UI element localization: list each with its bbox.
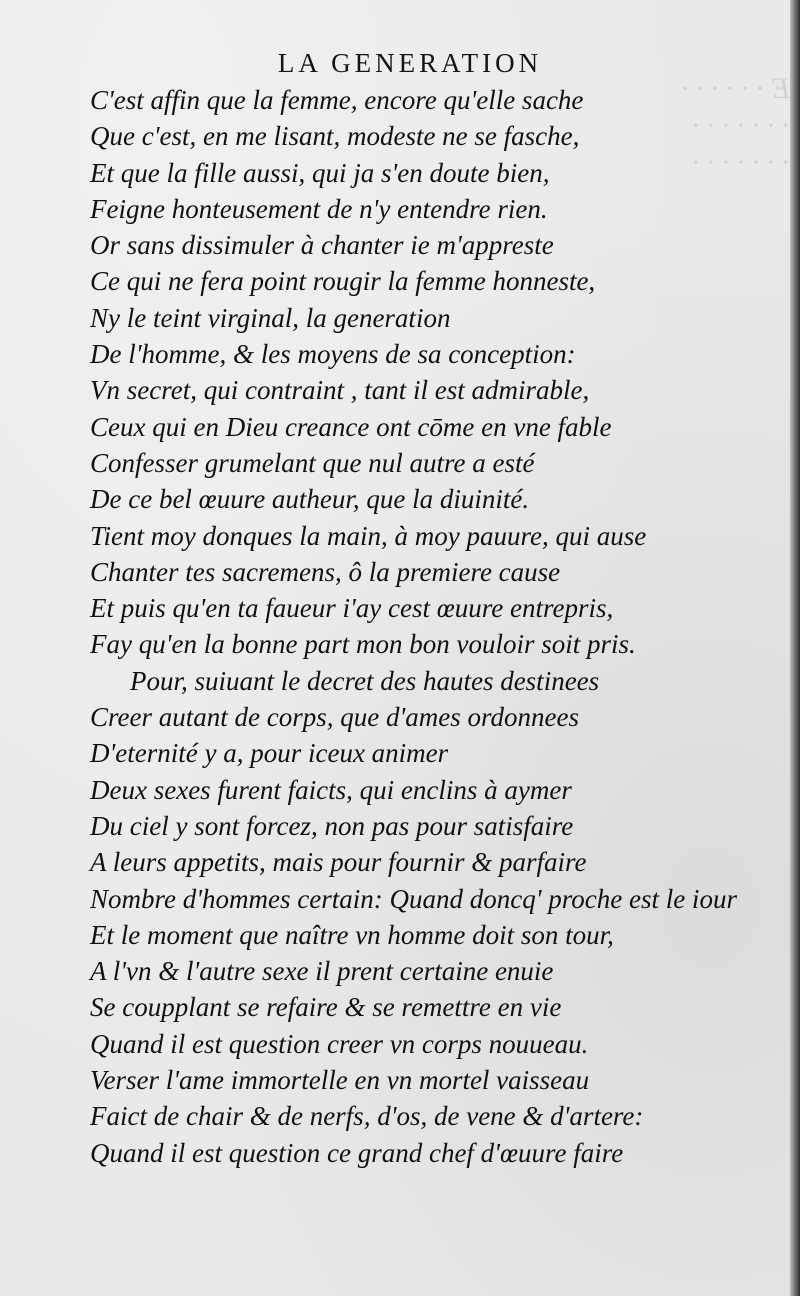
verse-line: Chanter tes sacremens, ô la premiere cause <box>90 556 561 587</box>
verse-line: Vn secret, qui contraint , tant il est admirable, <box>90 375 590 406</box>
verse-line: Et le moment que naître vn homme doit son tour, <box>90 919 614 950</box>
verse-line: Deux sexes furent faicts, qui enclins à aymer <box>90 774 572 805</box>
show-through-text: E · · · · · · · · · · · · · · · · · · · · <box>681 72 790 179</box>
verse-line: Quand il est question creer vn corps nouueau. <box>90 1028 589 1059</box>
verse-line: Ceux qui en Dieu creance ont cōme en vne fable <box>90 411 612 442</box>
verse-line: Ce qui ne fera point rougir la femme honneste, <box>90 266 596 297</box>
running-title: LA GENERATION <box>277 48 543 78</box>
verse-line: Et que la fille aussi, qui ja s'en doute bien, <box>90 157 550 188</box>
verse-line: Du ciel y sont forcez, non pas pour satisfaire <box>90 810 574 841</box>
verse-line: D'eternité y a, pour iceux animer <box>90 738 449 769</box>
verse-line: Creer autant de corps, que d'ames ordonnees <box>90 702 579 733</box>
verse-line: A l'vn & l'autre sexe il prent certaine enuie <box>90 956 554 987</box>
verse-block <box>90 82 750 1171</box>
verse-line: Pour, suiuant le decret des hautes destinees <box>130 665 600 696</box>
verse-line: Quand il est question ce grand chef d'œuure faire <box>90 1137 624 1168</box>
verse-line: C'est affin que la femme, encore qu'elle sache <box>90 85 584 115</box>
verse-line: De l'homme, & les moyens de sa conception: <box>90 339 576 370</box>
page-edge-shadow <box>790 0 800 1296</box>
verse-line: Faict de chair & de nerfs, d'os, de vene & d'artere: <box>90 1101 644 1132</box>
verse-line: Tient moy donques la main, à moy pauure, qui ause <box>90 520 647 551</box>
verse-line: Feigne honteusement de n'y entendre rien. <box>90 193 548 224</box>
verse-line: Confesser grumelant que nul autre a esté <box>90 447 535 478</box>
verse-line: De ce bel œuure autheur, que la diuinité. <box>90 484 530 515</box>
verse-line: A leurs appetits, mais pour fournir & parfaire <box>90 847 587 878</box>
verse-line: Verser l'ame immortelle en vn mortel vaisseau <box>90 1065 590 1096</box>
verse-line: Nombre d'hommes certain: Quand doncq' proche est le iour <box>90 883 737 914</box>
verse-line: Se coupplant se refaire & se remettre en vie <box>90 992 562 1023</box>
verse-line: Fay qu'en la bonne part mon bon vouloir soit pris. <box>90 629 636 660</box>
verse-line: Et puis qu'en ta faueur i'ay cest œuure entrepris, <box>90 593 614 624</box>
verse-line: Que c'est, en me lisant, modeste ne se fasche, <box>90 121 580 152</box>
verse-line: Ny le teint virginal, la generation <box>90 302 451 333</box>
verse-line: Or sans dissimuler à chanter ie m'appreste <box>90 230 554 261</box>
